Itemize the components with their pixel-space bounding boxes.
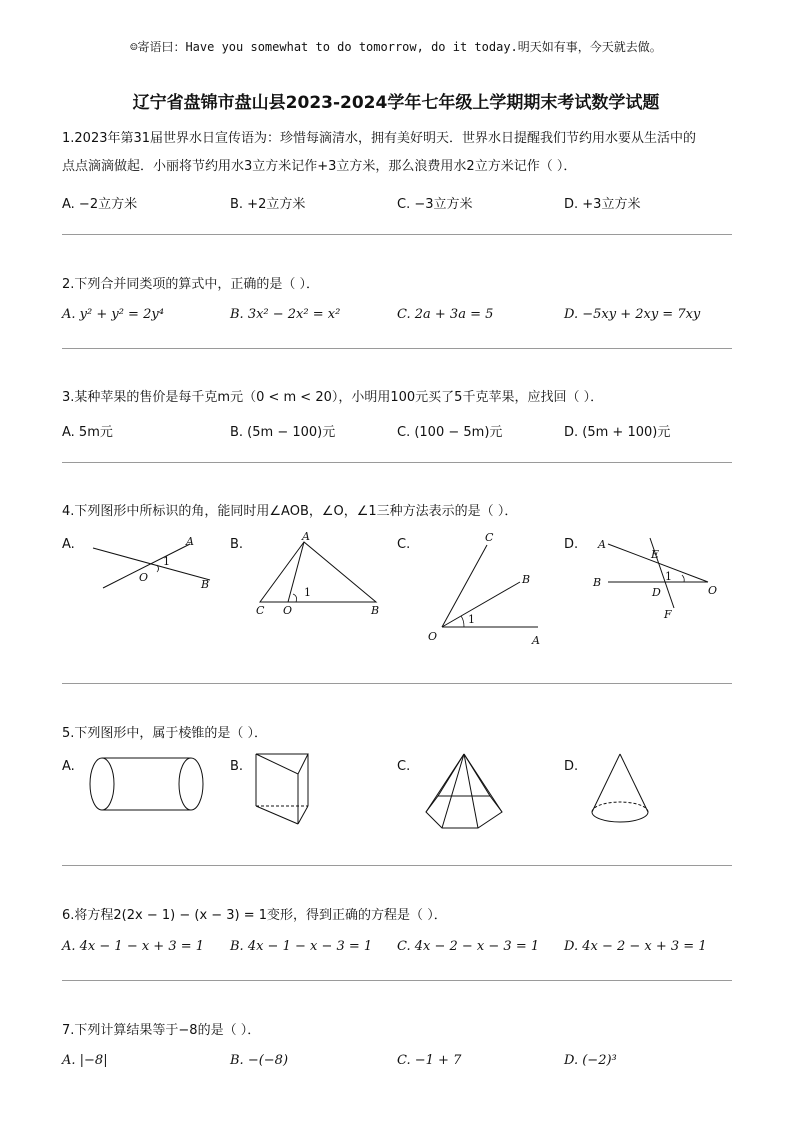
angle-label: 1	[304, 586, 311, 599]
question-3-option-d[interactable]: D. (5m + 100)元	[564, 425, 671, 440]
question-2-stem: 2.下列合并同类项的算式中，正确的是（ ）．	[62, 277, 320, 292]
point-label: D	[652, 586, 661, 599]
divider	[62, 234, 732, 235]
question-5-stem: 5.下列图形中，属于棱锥的是（ ）．	[62, 726, 268, 741]
divider	[62, 683, 732, 684]
question-7-option-d[interactable]: D. (−2)³	[564, 1053, 617, 1068]
question-5-option-a-label[interactable]: A.	[62, 759, 75, 774]
question-6-options	[62, 939, 734, 961]
question-5-option-b-label[interactable]: B.	[230, 759, 244, 774]
question-2-option-b[interactable]: B. 3x² − 2x² = x²	[230, 307, 341, 322]
question-5-option-c-label[interactable]: C.	[397, 759, 411, 774]
point-label: O	[708, 584, 718, 597]
question-6-option-b[interactable]: B. 4x − 1 − x − 3 = 1	[230, 939, 373, 954]
figure-three-rays	[420, 530, 550, 650]
angle-label: 1	[163, 555, 170, 568]
point-label: A	[302, 530, 310, 543]
question-3-option-b[interactable]: B. (5m − 100)元	[230, 425, 336, 440]
question-1-option-d[interactable]: D. +3立方米	[564, 197, 641, 212]
question-3-option-a[interactable]: A. 5m元	[62, 425, 113, 440]
point-label: C	[485, 531, 494, 544]
divider	[62, 348, 732, 349]
question-6-option-a[interactable]: A. 4x − 1 − x + 3 = 1	[62, 939, 205, 954]
question-6-option-d[interactable]: D. 4x − 2 − x + 3 = 1	[564, 939, 707, 954]
angle-label: 1	[665, 570, 672, 583]
question-6-stem: 6.将方程2(2x − 1) − (x − 3) = 1变形，得到正确的方程是（ ）．	[62, 908, 447, 923]
question-4-option-a-label[interactable]: A.	[62, 537, 75, 552]
angle-label: 1	[468, 613, 475, 626]
cylinder-figure	[85, 752, 210, 817]
point-label: E	[651, 548, 660, 561]
question-3-options	[62, 421, 734, 443]
question-4-option-c-label[interactable]: C.	[397, 537, 411, 552]
question-3-stem: 3.某种苹果的售价是每千克m元（0 < m < 20），小明用100元买了5千克苹果，应找回（ ）．	[62, 390, 604, 405]
point-label: F	[664, 608, 672, 621]
point-label: B	[593, 576, 602, 589]
question-7-option-c[interactable]: C. −1 + 7	[397, 1053, 462, 1068]
divider	[62, 865, 732, 866]
question-1-stem	[62, 125, 734, 181]
point-label: A	[532, 634, 540, 647]
point-label: O	[428, 630, 438, 643]
figure-intersecting-lines	[85, 530, 220, 600]
question-7-option-b[interactable]: B. −(−8)	[230, 1053, 289, 1068]
question-4-option-b-label[interactable]: B.	[230, 537, 244, 552]
question-1-option-b[interactable]: B. +2立方米	[230, 197, 306, 212]
question-1-stem-line1: 1.2023年第31届世界水日宣传语为：珍惜每滴清水，拥有美好明天．世界水日提醒我们节约用水要从生活中的	[62, 131, 697, 146]
point-label: A	[186, 535, 194, 548]
question-5-option-d-label[interactable]: D.	[564, 759, 579, 774]
question-6-option-c[interactable]: C. 4x − 2 − x − 3 = 1	[397, 939, 540, 954]
question-2-option-c[interactable]: C. 2a + 3a = 5	[397, 307, 494, 322]
divider	[62, 462, 732, 463]
question-4-option-d-label[interactable]: D.	[564, 537, 579, 552]
cone-figure	[588, 750, 653, 830]
point-label: B	[522, 573, 531, 586]
question-3-option-c[interactable]: C. (100 − 5m)元	[397, 425, 503, 440]
question-7-options	[62, 1053, 734, 1075]
point-label: B	[201, 578, 210, 591]
point-label: A	[598, 538, 606, 551]
question-1-option-c[interactable]: C. −3立方米	[397, 197, 473, 212]
point-label: C	[256, 604, 265, 617]
question-4-stem: 4.下列图形中所标识的角，能同时用∠AOB，∠O，∠1三种方法表示的是（ ）．	[62, 504, 518, 519]
question-2-option-a[interactable]: A. y² + y² = 2y⁴	[62, 307, 164, 322]
question-1-option-a[interactable]: A. −2立方米	[62, 197, 138, 212]
question-2-options	[62, 307, 734, 329]
divider	[62, 980, 732, 981]
question-7-option-a[interactable]: A. |−8|	[62, 1053, 108, 1068]
question-1-options	[62, 193, 734, 215]
triangular-prism-figure	[250, 748, 315, 830]
question-7-stem: 7.下列计算结果等于−8的是（ ）．	[62, 1023, 261, 1038]
point-label: O	[283, 604, 293, 617]
figure-intersecting-lines-with-transversal	[588, 530, 728, 625]
point-label: B	[371, 604, 380, 617]
question-1-stem-line2: 点点滴滴做起．小丽将节约用水3立方米记作+3立方米，那么浪费用水2立方米记作（ ）．	[62, 159, 577, 174]
motto-line: ☺寄语曰：Have you somewhat to do tomorrow, do it today.明天如有事，今天就去做。	[130, 40, 662, 54]
page-title: 辽宁省盘锦市盘山县2023-2024学年七年级上学期期末考试数学试题	[132, 93, 660, 113]
figure-triangle	[250, 530, 390, 620]
point-label: O	[139, 571, 149, 584]
pyramid-figure	[420, 750, 510, 835]
question-2-option-d[interactable]: D. −5xy + 2xy = 7xy	[564, 307, 701, 322]
